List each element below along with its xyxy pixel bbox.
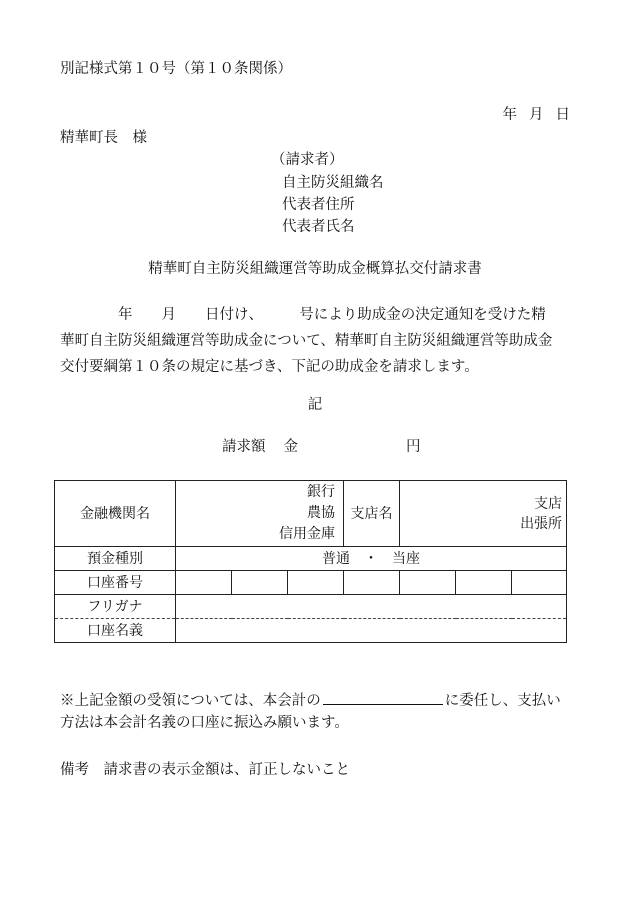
ki-heading: 記 — [307, 397, 323, 413]
document-title: 精華町自主防災組織運営等助成金概算払交付請求書 — [148, 261, 482, 277]
institution-label: 金融機関名 — [55, 481, 176, 547]
account-digit-4 — [344, 571, 400, 595]
account-digit-7 — [512, 571, 567, 595]
account-digit-5 — [400, 571, 456, 595]
body-line-1: 年 月 日付け、 号により助成金の決定通知を受けた精 — [60, 307, 546, 323]
bank-type-nokyo: 農協 — [307, 505, 336, 521]
account-digit-3 — [288, 571, 344, 595]
receipt-note-line-2: 方法は本会計名義の口座に振込み願います。 — [60, 715, 349, 731]
delegate-blank — [323, 690, 443, 705]
body-line-3: 交付要綱第１０条の規定に基づき、下記の助成金を請求します。 — [60, 359, 479, 375]
account-name-row — [55, 619, 567, 643]
form-number: 別記様式第１０号（第１０条関係） — [60, 61, 292, 77]
receipt-note-after: に委任し、支払い — [444, 693, 561, 709]
requester-label: （請求者） — [271, 152, 344, 168]
date-month: 月 — [529, 107, 544, 123]
branch-type-cell — [400, 481, 567, 547]
body-text — [60, 302, 580, 380]
amount-line — [222, 440, 421, 455]
deposit-type-row — [55, 547, 567, 571]
addressee: 精華町長 様 — [60, 130, 147, 146]
account-digit-2 — [232, 571, 288, 595]
account-name-label: 口座名義 — [55, 619, 176, 643]
account-number-label: 口座番号 — [55, 571, 176, 595]
receipt-note — [60, 690, 561, 734]
bank-table — [54, 480, 567, 643]
rep-address-label: 代表者住所 — [282, 197, 355, 213]
account-digit-1 — [176, 571, 232, 595]
furigana-row — [55, 595, 567, 619]
bank-type-bank: 銀行 — [307, 484, 336, 500]
amount-yen: 円 — [406, 439, 421, 455]
org-name-label: 自主防災組織名 — [282, 175, 384, 191]
branch-type-shutchojo: 出張所 — [520, 515, 563, 532]
branch-type-shiten: 支店 — [534, 495, 563, 512]
deposit-type-label: 預金種別 — [55, 547, 176, 571]
bank-type-cell — [176, 481, 344, 547]
branch-label: 支店名 — [344, 481, 400, 547]
furigana-label: フリガナ — [55, 595, 176, 619]
rep-name-label: 代表者氏名 — [282, 219, 355, 235]
amount-label: 請求額 — [222, 439, 266, 455]
furigana-value — [176, 595, 567, 619]
account-number-row — [55, 571, 567, 595]
date-year: 年 — [502, 107, 517, 123]
deposit-type-value: 普通 ・ 当座 — [176, 547, 567, 571]
institution-row — [55, 481, 567, 547]
account-name-value — [176, 619, 567, 643]
remarks: 備考 請求書の表示金額は、訂正しないこと — [60, 762, 350, 778]
account-digit-6 — [456, 571, 512, 595]
body-line-2: 華町自主防災組織運営等助成金について、精華町自主防災組織運営等助成金 — [60, 333, 553, 349]
amount-kin: 金 — [283, 439, 298, 455]
receipt-note-before: ※上記金額の受領については、本会計の — [60, 693, 321, 709]
date-day: 日 — [555, 107, 570, 123]
receipt-note-line-1 — [60, 690, 561, 712]
date-line — [491, 108, 571, 123]
bank-type-shinkin: 信用金庫 — [279, 526, 336, 542]
